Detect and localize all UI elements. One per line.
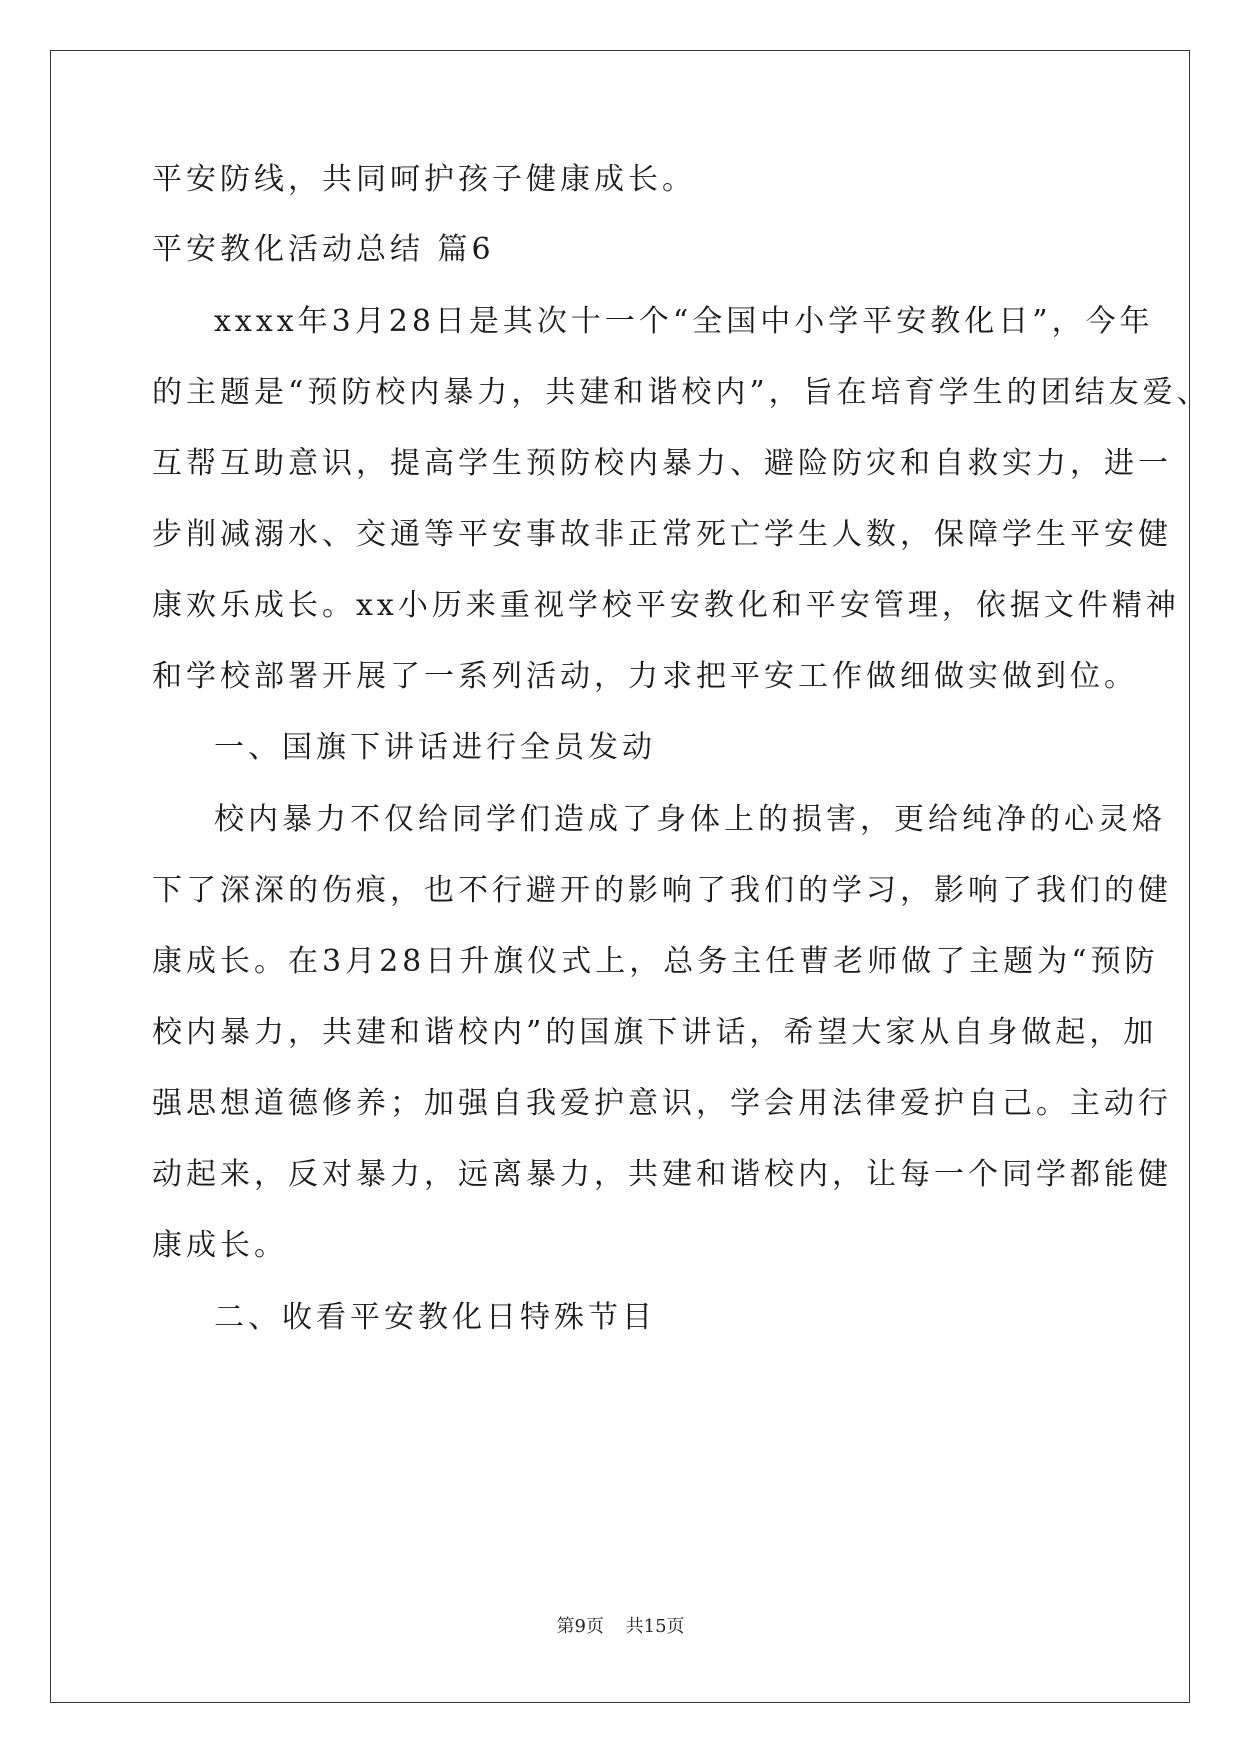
subheading: 二、收看平安教化日特殊节目 xyxy=(214,1300,656,1335)
paragraph-line: 康欢乐成长。xx小历来重视学校平安教化和平安管理，依据文件精神 xyxy=(152,588,1180,623)
page-footer xyxy=(0,1612,1241,1638)
section-heading: 平安教化活动总结 篇6 xyxy=(152,232,495,267)
paragraph-line: 的主题是“预防校内暴力，共建和谐校内”，旨在培育学生的团结友爱、 xyxy=(152,375,1211,410)
paragraph-line: xxxx年3月28日是其次十一个“全国中小学平安教化日”，今年 xyxy=(214,304,1154,339)
paragraph-line: 和学校部署开展了一系列活动，力求把平安工作做细做实做到位。 xyxy=(152,659,1138,694)
paragraph-line: 步削减溺水、交通等平安事故非正常死亡学生人数，保障学生平安健 xyxy=(152,517,1172,552)
paragraph-line: 校内暴力，共建和谐校内”的国旗下讲话，希望大家从自身做起，加 xyxy=(152,1015,1158,1050)
paragraph-line: 康成长。 xyxy=(152,1228,288,1263)
subheading: 一、国旗下讲话进行全员发动 xyxy=(214,730,656,765)
paragraph-line: 平安防线，共同呵护孩子健康成长。 xyxy=(152,162,696,197)
paragraph-line: 互帮互助意识，提高学生预防校内暴力、避险防灾和自救实力，进一 xyxy=(152,446,1172,481)
page-number: 第9页 xyxy=(556,1616,604,1637)
paragraph-line: 康成长。在3月28日升旗仪式上，总务主任曹老师做了主题为“预防 xyxy=(152,944,1159,979)
paragraph-line: 动起来，反对暴力，远离暴力，共建和谐校内，让每一个同学都能健 xyxy=(152,1157,1172,1192)
page-total: 共15页 xyxy=(625,1616,685,1637)
paragraph-line: 下了深深的伤痕，也不行避开的影响了我们的学习，影响了我们的健 xyxy=(152,873,1172,908)
paragraph-line: 校内暴力不仅给同学们造成了身体上的损害，更给纯净的心灵烙 xyxy=(214,802,1166,837)
paragraph-line: 强思想道德修养；加强自我爱护意识，学会用法律爱护自己。主动行 xyxy=(152,1086,1172,1121)
